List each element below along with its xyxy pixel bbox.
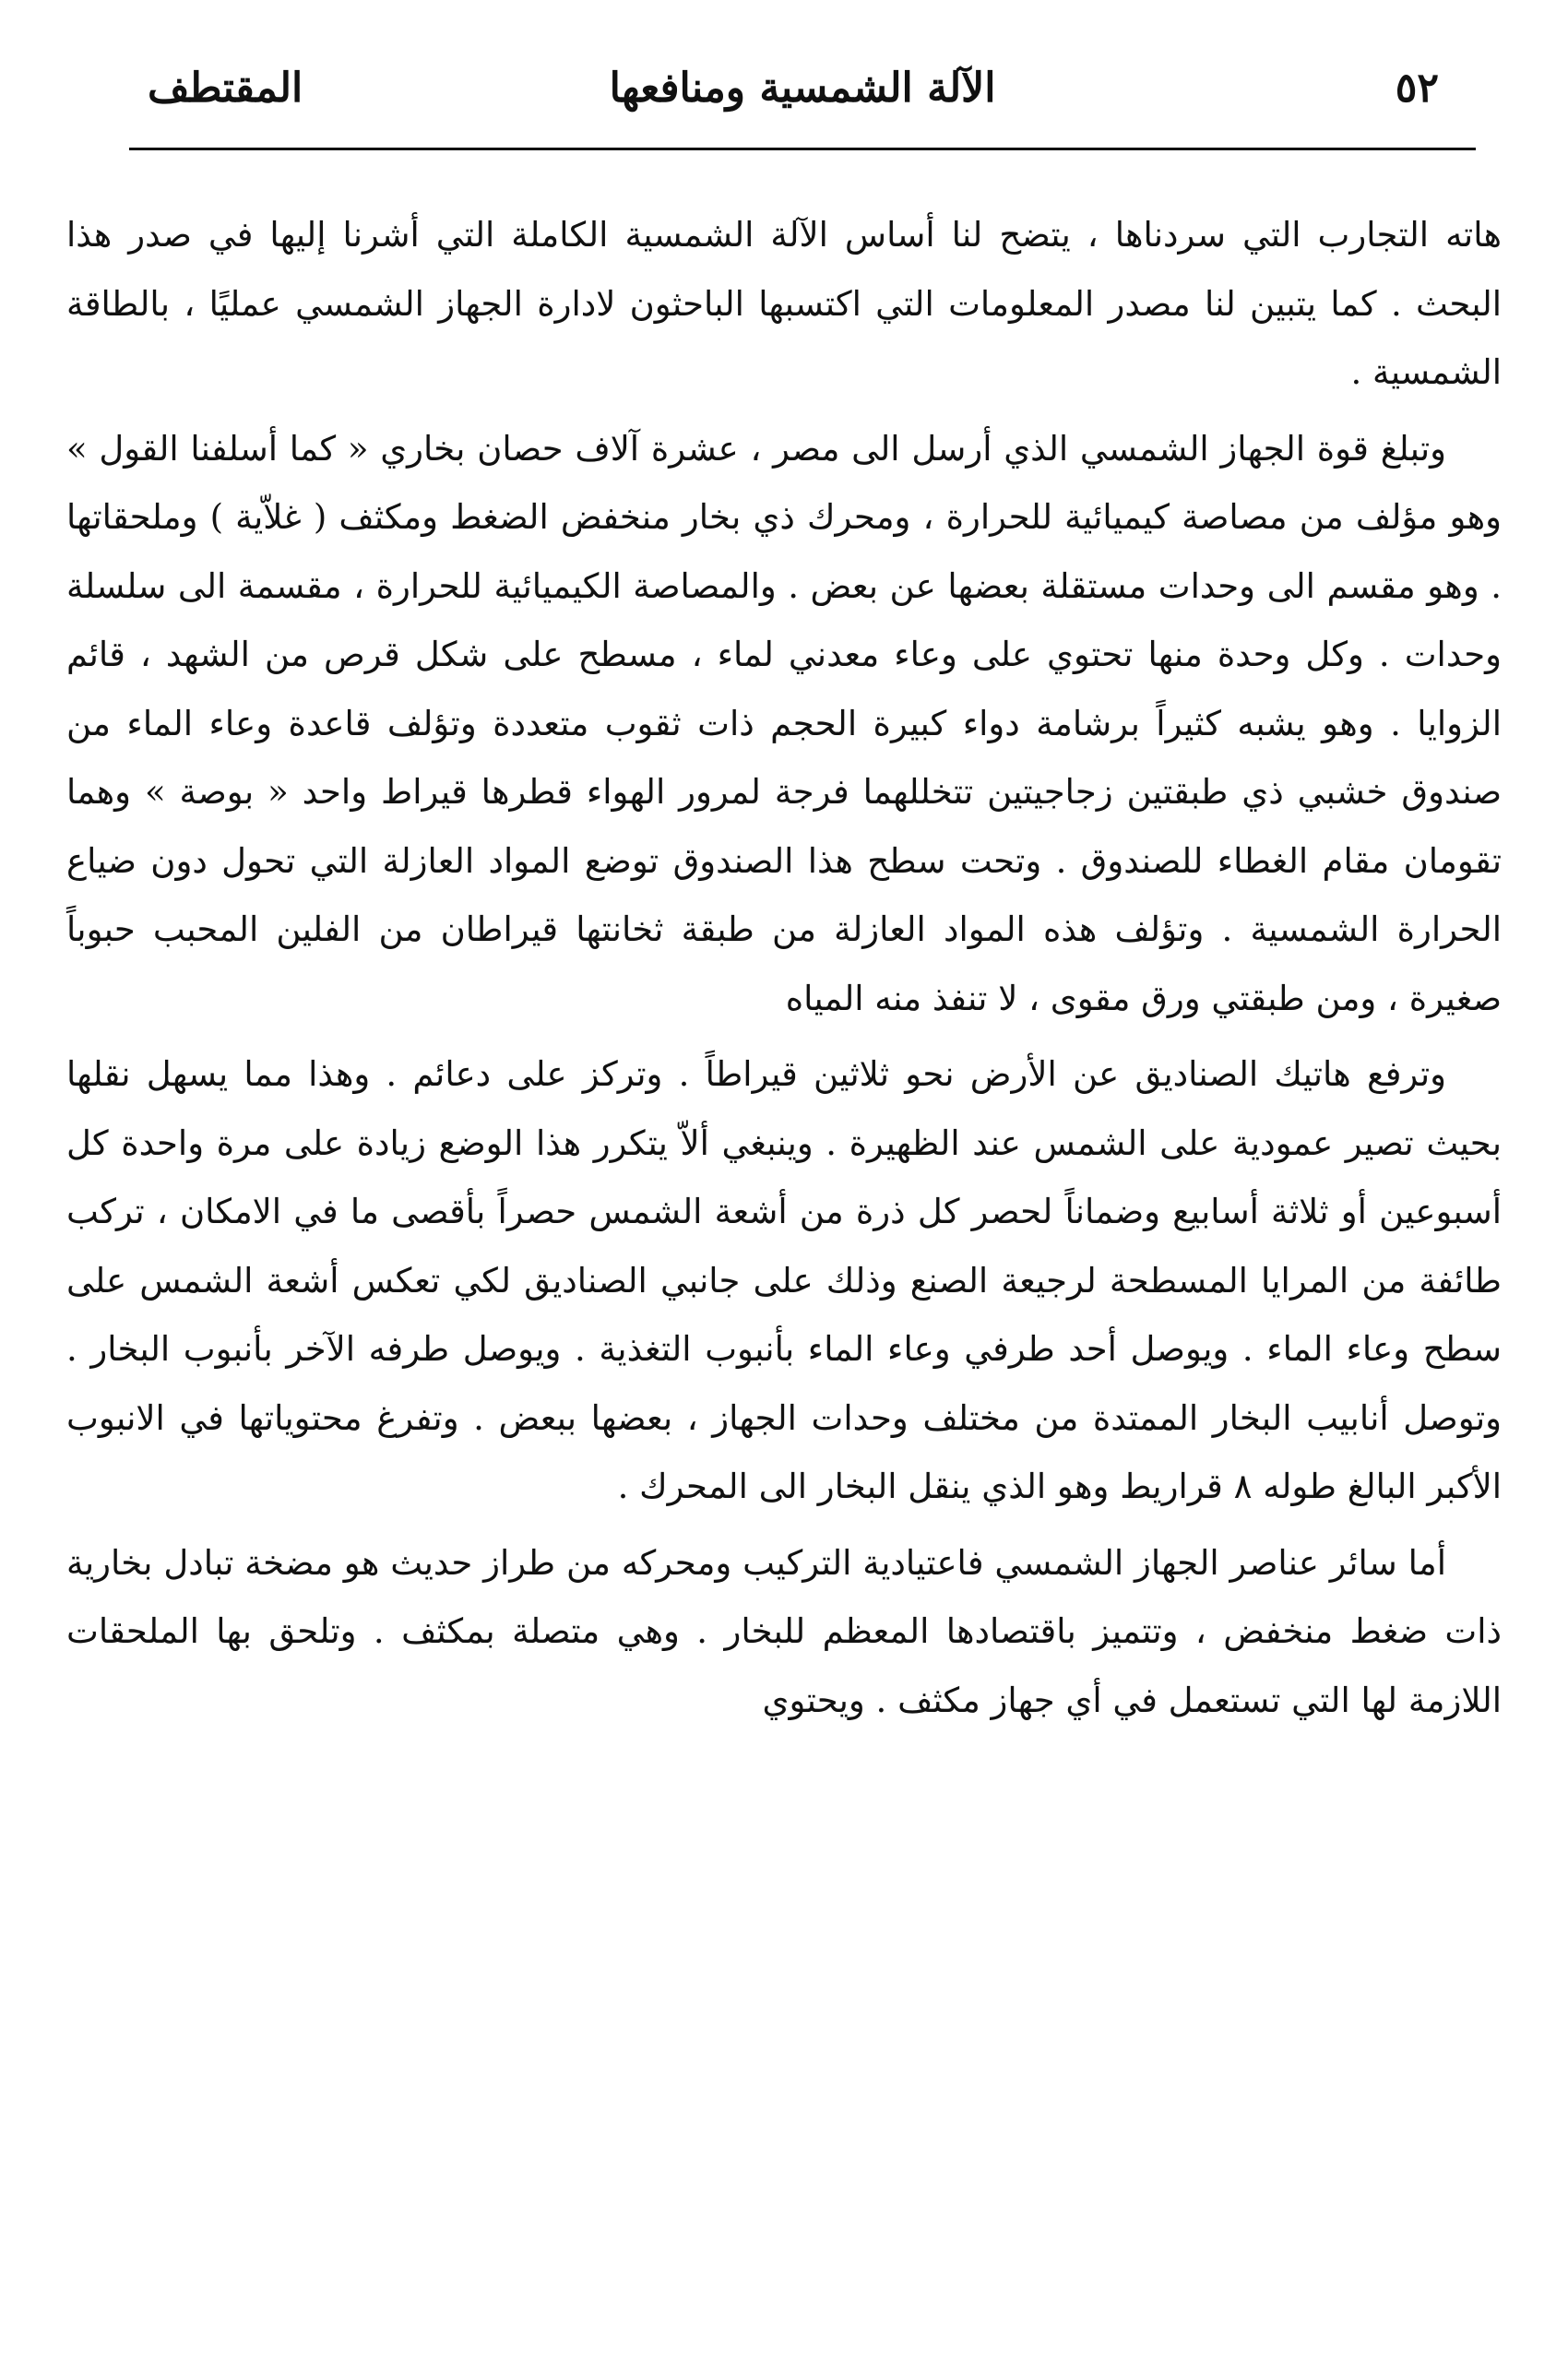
article-body [66,201,1502,1735]
paragraph: وتبلغ قوة الجهاز الشمسي الذي أرسل الى مصر ، عشرة آلاف حصان بخاري « كما أسلفنا القول » وهو مؤلف من مصاصة كيميائية للحرارة ، ومحرك ذي بخار منخفض الضغط ومكثف ( غلاّية ) وملحقاتها . وهو مقسم الى وحدات مستقلة بعضها عن بعض . والمصاصة الكيميائية للحرارة ، مقسمة الى سلسلة وحدات . وكل وحدة منها تحتوي على وعاء معدني لماء ، مسطح على شكل قرص من الشهد ، قائم الزوايا . وهو يشبه كثيراً برشامة دواء كبيرة الحجم ذات ثقوب متعددة وتؤلف قاعدة وعاء الماء من صندوق خشبي ذي طبقتين زجاجيتين تتخللهما فرجة لمرور الهواء قطرها قيراط واحد « بوصة » وهما تقومان مقام الغطاء للصندوق . وتحت سطح هذا الصندوق توضع المواد العازلة التي تحول دون ضياع الحرارة الشمسية . وتؤلف هذه المواد العازلة من طبقة ثخانتها قيراطان من الفلين المحبب حبوباً صغيرة ، ومن طبقتي ورق مقوى ، لا تنفذ منه المياه [66,428,1502,1018]
journal-name: المقتطف [148,65,303,112]
page-header [129,52,1476,125]
header-divider [129,148,1476,150]
page-number: ٥٢ [1395,65,1439,112]
running-title: الآلة الشمسية ومنافعها [609,65,996,112]
paragraph: وترفع هاتيك الصناديق عن الأرض نحو ثلاثين قيراطاً . وتركز على دعائم . وهذا مما يسهل نقلها بحيث تصير عمودية على الشمس عند الظهيرة . وينبغي ألاّ يتكرر هذا الوضع زيادة على مرة واحدة كل أسبوعين أو ثلاثة أسابيع وضماناً لحصر كل ذرة من أشعة الشمس حصراً بأقصى ما في الامكان ، تركب طائفة من المرايا المسطحة لرجيعة الصنع وذلك على جانبي الصناديق لكي تعكس أشعة الشمس على سطح وعاء الماء . ويوصل أحد طرفي وعاء الماء بأنبوب التغذية . ويوصل طرفه الآخر بأنبوب البخار . وتوصل أنابيب البخار الممتدة من مختلف وحدات الجهاز ، بعضها ببعض . وتفرغ محتوياتها في الانبوب الأكبر البالغ طوله ٨ قراريط وهو الذي ينقل البخار الى المحرك . [66,1054,1502,1506]
paragraph: هاته التجارب التي سردناها ، يتضح لنا أساس الآلة الشمسية الكاملة التي أشرنا إليها في صدر هذا البحث . كما يتبين لنا مصدر المعلومات التي اكتسبها الباحثون لادارة الجهاز الشمسي عمليًا ، بالطاقة الشمسية . [66,215,1502,392]
paragraph: أما سائر عناصر الجهاز الشمسي فاعتيادية التركيب ومحركه من طراز حديث هو مضخة تبادل بخارية ذات ضغط منخفض ، وتتميز باقتصادها المعظم للبخار . وهي متصلة بمكثف . وتلحق بها الملحقات اللازمة لها التي تستعمل في أي جهاز مكثف . ويحتوي [66,1542,1502,1720]
